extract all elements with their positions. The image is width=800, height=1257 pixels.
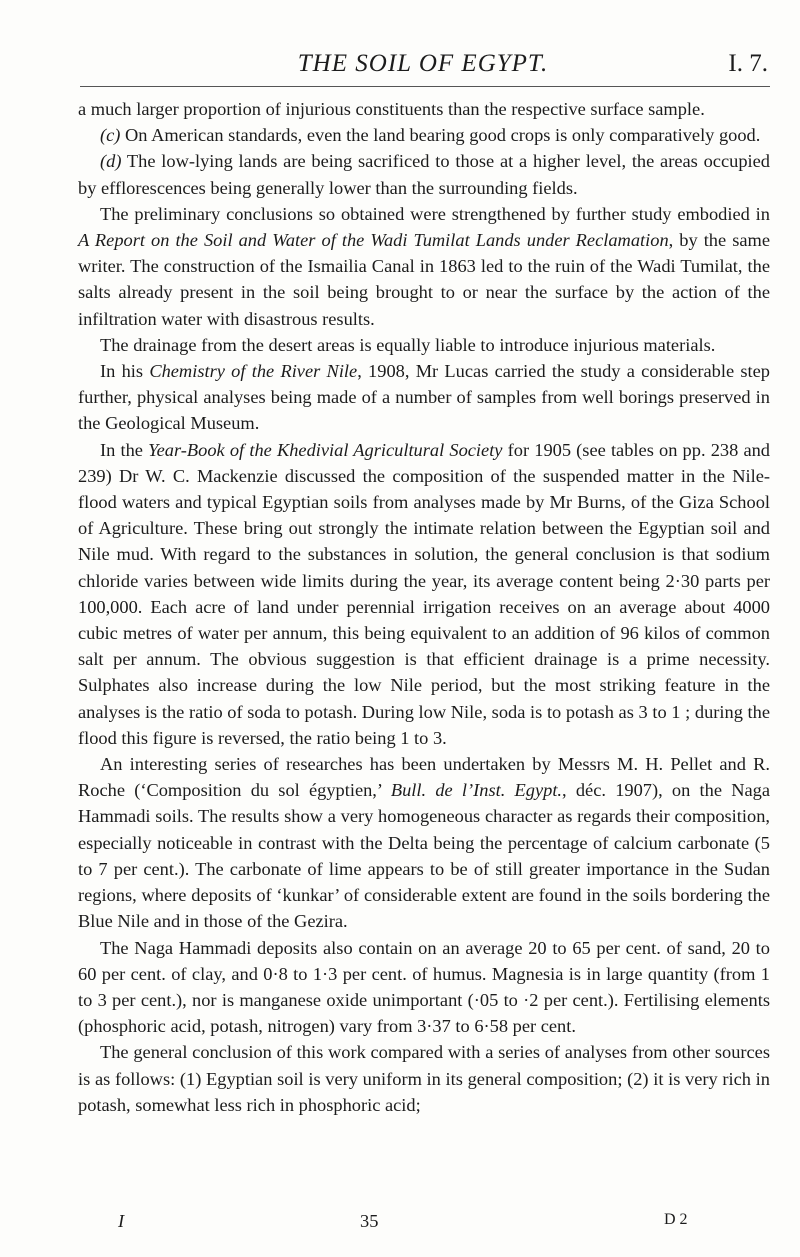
cited-title: A Report on the Soil and Water of the Wadi Tumilat Lands under Reclamation bbox=[78, 230, 669, 251]
paragraph: In his Chemistry of the River Nile, 1908, Mr Lucas carried the study a considerable step further, physical analyses being made of a number of samples from well borings preserved in the Geological Museum. bbox=[78, 361, 770, 434]
page-footer bbox=[0, 1211, 800, 1237]
running-title: THE SOIL OF EGYPT. bbox=[297, 50, 549, 77]
signature-mark: D 2 bbox=[664, 1211, 688, 1228]
paragraph: The drainage from the desert areas is equally liable to introduce injurious materials. bbox=[100, 334, 716, 355]
paragraph: In the Year-Book of the Khedivial Agricultural Society for 1905 (see tables on pp. 238 and 239) Dr W. C. Mackenzie discussed the composition of the suspended matter in the Nile-flood waters and typical Egyptian soils from analyses made by Mr Burns, of the Giza School of Agriculture. These bring out strongly the intimate relation between the Egyptian soil and Nile mud. With regard to the substances in solution, the general conclusion is that sodium chloride varies between wide limits during the year, its average content being 2·30 parts per 100,000. Each acre of land under perennial irrigation receives on an average about 4000 cubic metres of water per annum, this being equivalent to an addition of 96 kilos of common salt per annum. The obvious suggestion is that efficient drainage is a prime necessity. Sulphates also increase during the low Nile period, but the most striking feature in the analyses is the ratio of soda to potash. During low Nile, soda is to potash as 3 to 1 ; during the flood this figure is reversed, the ratio being 1 to 3. bbox=[78, 439, 771, 748]
paragraph: The preliminary conclusions so obtained were strengthened by further study embodied in A Report on the Soil and Water of the Wadi Tumilat Lands under Reclamation, by the same writer. The construction of the Ismailia Canal in 1863 led to the ruin of the Wadi Tumilat, the salts already present in the soil being brought to or near the surface by the action of the infiltration water with disastrous results. bbox=[78, 203, 770, 329]
cited-title: Year-Book of the Khedivial Agricultural Society bbox=[148, 439, 503, 460]
running-header bbox=[78, 50, 768, 80]
volume-signature: I bbox=[118, 1211, 125, 1231]
paragraph: An interesting series of researches has been undertaken by Messrs M. H. Pellet and R. Roche (‘Composition du sol égyptien,’ Bull. de l’Inst. Egypt., déc. 1907), on the Naga Hammadi soils. The results show a very homogeneous character as regards their composition, especially noticeable in contrast with the Delta being the percentage of calcium carbonate (5 to 7 per cent.). The carbonate of lime appears to be of still greater importance in the Sudan regions, where deposits of ‘kunkar’ of considerable extent are found in the soils bordering the Blue Nile and in those of the Gezira. bbox=[78, 754, 770, 932]
section-number: I. 7. bbox=[728, 50, 768, 77]
paragraph: (d) The low-lying lands are being sacrificed to those at a higher level, the areas occupied by efflorescences being generally lower than the surrounding fields. bbox=[78, 151, 770, 198]
page-number: 35 bbox=[360, 1211, 379, 1231]
cited-title: Bull. de l’Inst. Egypt. bbox=[390, 780, 563, 801]
body-text bbox=[78, 96, 770, 1118]
paragraph: The general conclusion of this work compared with a series of analyses from other sources is as follows: (1) Egyptian soil is very uniform in its general composition; (2) it is very rich in potash, somewhat less rich in phosphoric acid; bbox=[78, 1042, 770, 1115]
header-rule bbox=[80, 86, 770, 87]
paragraph: (c) On American standards, even the land bearing good crops is only comparatively good. bbox=[100, 125, 761, 146]
paragraph: The Naga Hammadi deposits also contain on an average 20 to 65 per cent. of sand, 20 to 60 per cent. of clay, and 0·8 to 1·3 per cent. of humus. Magnesia is in large quantity (from 1 to 3 per cent.), nor is manganese oxide unimportant (·05 to ·2 per cent.). Fertilising elements (phosphoric acid, potash, nitrogen) vary from 3·37 to 6·58 per cent. bbox=[78, 937, 770, 1037]
paragraph: a much larger proportion of injurious constituents than the respective surface sample. bbox=[78, 99, 705, 119]
cited-title: Chemistry of the River Nile bbox=[149, 361, 358, 382]
